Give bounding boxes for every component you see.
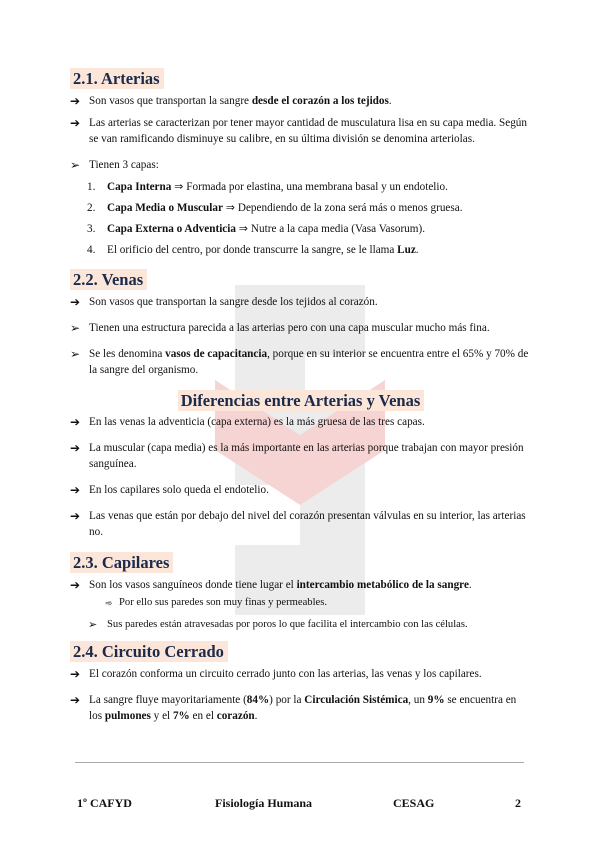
arrowhead-bullet-icon: ➢ [70,347,81,361]
footer-course: 1º CAFYD [77,796,132,810]
arrow-bullet-icon: ➔ [70,578,81,592]
list-item: ➔ En las venas la adventicia (capa externa) es la más gruesa de las tres capas. [70,415,425,429]
arrow-bullet-icon: ➔ [70,415,81,429]
sub-list-item: ➾ Por ello sus paredes son muy finas y permeables. [70,595,532,611]
arrow-bullet-icon: ➔ [70,483,81,497]
list-item: ➢ Se les denomina vasos de capacitancia, porque en su interior se encuentra entre el 65% y 70% de la sangre del organismo. [70,347,529,376]
list-item: ➔ La sangre fluye mayoritariamente (84%) por la Circulación Sistémica, un 9% se encuentra en los pulmones y el 7% en el corazón. [70,693,517,722]
section-title-capilares: 2.3. Capilares [70,552,173,573]
arrow-bullet-icon: ➔ [70,94,81,108]
list-item: ➔ Son vasos que transportan la sangre desde el corazón a los tejidos. [70,94,392,108]
arrow-bullet-icon: ➔ [70,295,81,309]
arrow-bullet-icon: ➔ [70,116,81,130]
section-title-venas: 2.2. Venas [70,269,147,290]
arrowhead-bullet-icon: ➢ [70,321,81,335]
footer-school: CESAG [393,796,435,810]
footer-subject: Fisiología Humana [215,796,313,810]
footer-divider [75,762,524,763]
list-item: ➔ Las venas que están por debajo del nivel del corazón presentan válvulas en su interior, las arterias no. [70,509,526,538]
list-item: ➢ Tienen 3 capas: [70,158,159,172]
list-item: ➢ Tienen una estructura parecida a las arterias pero con una capa muscular mucho más fina. [70,321,490,335]
section-title-arterias: 2.1. Arterias [70,68,164,89]
page-number: 2 [515,796,521,810]
numbered-item: 3. Capa Externa o Adventicia ⇒ Nutre a la capa media (Vasa Vasorum). [87,223,425,235]
list-item: ➔ Son vasos que transportan la sangre desde los tejidos al corazón. [70,295,378,309]
sub-list-item: ➢ Sus paredes están atravesadas por poros lo que facilita el intercambio con las células. [88,619,468,631]
arrow-bullet-icon: ➔ [70,667,81,681]
arrow-bullet-icon: ➔ [70,693,81,707]
list-item: ➔ Las arterias se caracterizan por tener mayor cantidad de musculatura lisa en su capa media. Según se van ramificando disminuye su calibre, en su última división se denomina arteriolas. [70,116,527,145]
arrowhead-bullet-icon: ➢ [70,158,81,172]
list-item: ➔ En los capilares solo queda el endotelio. [70,483,269,497]
arrow-bullet-icon: ➔ [70,509,81,523]
list-item: ➔ La muscular (capa media) es la más importante en las arterias porque trabajan con mayor presión sanguínea. [70,441,524,470]
numbered-item: 2. Capa Media o Muscular ⇒ Dependiendo de la zona será más o menos gruesa. [87,202,463,214]
section-title-diferencias: Diferencias entre Arterias y Venas [178,390,425,411]
numbered-item: 1. Capa Interna ⇒ Formada por elastina, una membrana basal y un endotelio. [87,181,448,193]
section-title-circuito: 2.4. Circuito Cerrado [70,641,228,662]
small-arrow-bullet-icon: ➾ [105,598,113,608]
arrowhead-bullet-icon: ➢ [88,619,98,631]
numbered-item: 4. El orificio del centro, por donde transcurre la sangre, se le llama Luz. [87,244,419,256]
list-item: ➔ Son los vasos sanguíneos donde tiene lugar el intercambio metabólico de la sangre. [70,578,472,592]
list-item: ➔ El corazón conforma un circuito cerrado junto con las arterias, las venas y los capilares. [70,667,482,681]
arrow-bullet-icon: ➔ [70,441,81,455]
